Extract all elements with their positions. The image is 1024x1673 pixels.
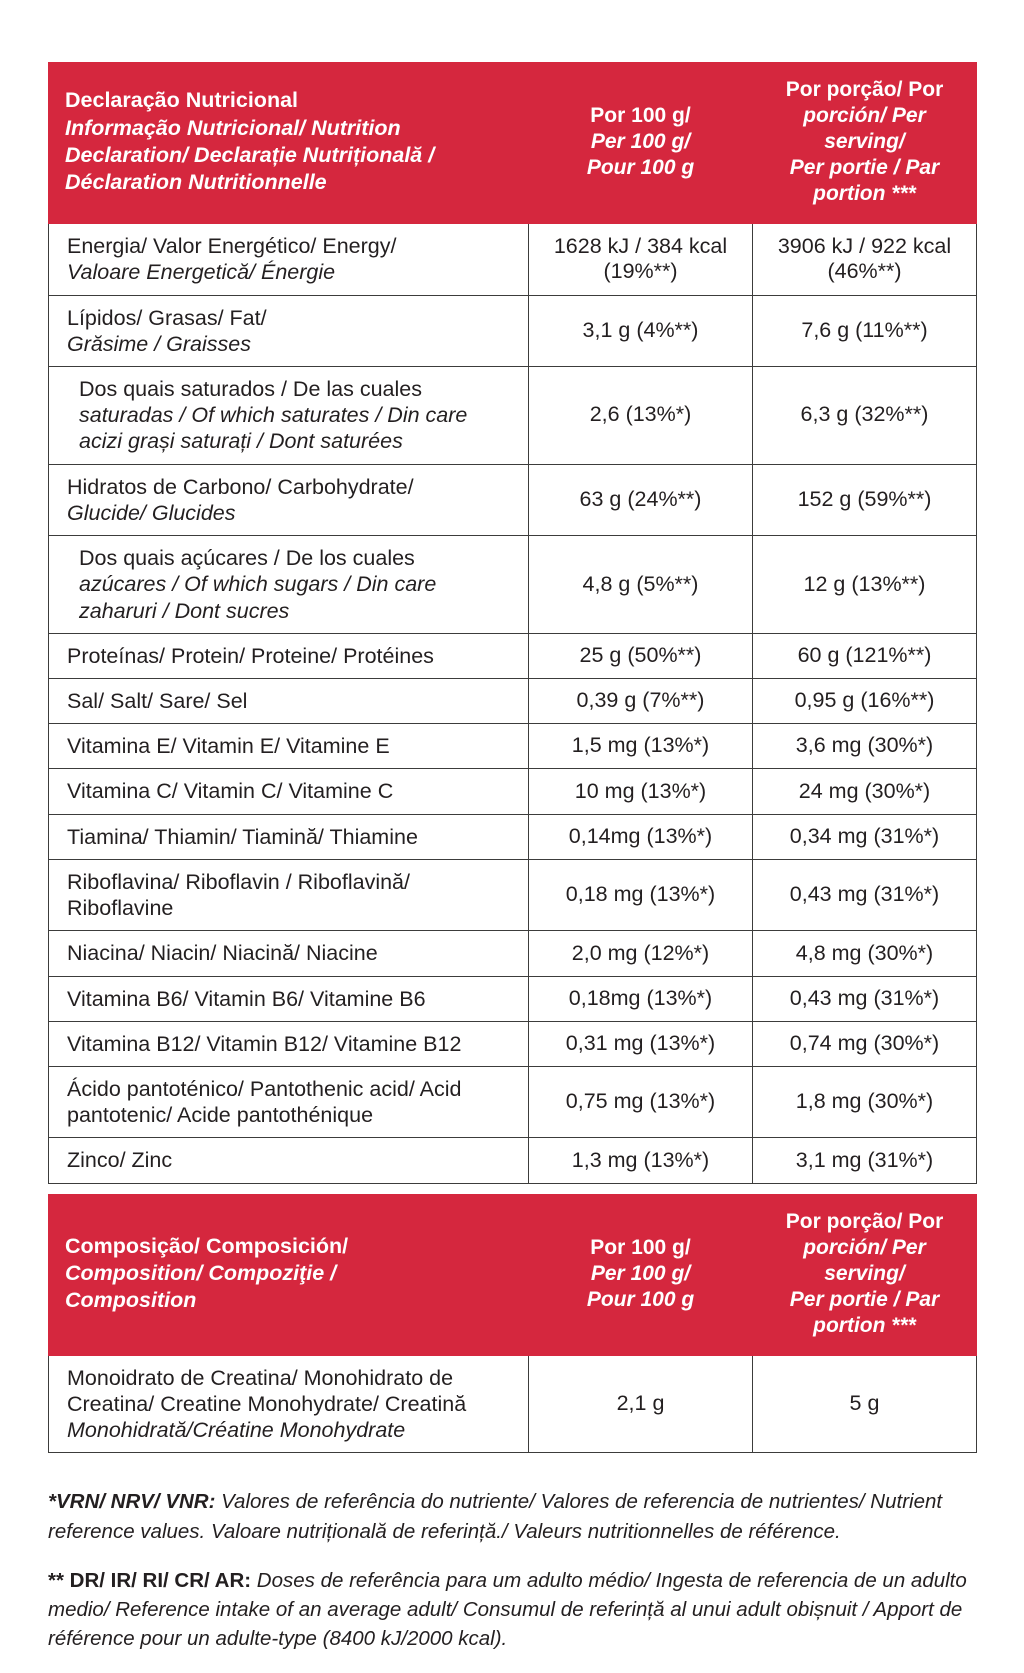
nutrient-value-per-100g: 1628 kJ / 384 kcal (19%**) [529,224,753,295]
per-100g-line-3: Pour 100 g [586,1287,695,1311]
nutrient-label-line: saturadas / Of which saturates / Din care [79,403,468,428]
nutrient-value-per-100g: 25 g (50%**) [529,633,753,678]
table-row [49,367,977,465]
table-row [49,1021,977,1066]
per-100g-line-1: Por 100 g/ [590,104,691,128]
composition-value-per-serving: 5 g [753,1355,977,1453]
footnote-ri-text: Doses de referência para um adulto médio/ Ingesta de referencia de un adulto medio/ Reference intake of an average adult/ Consumul de referință al unui adult obișnuit / Apport de référence pour un adulte-type (8400 kJ/2000 kcal). [48,1568,967,1650]
per-100g-line-2: Per 100 g/ [590,1261,691,1285]
nutrient-label [49,814,529,859]
nutrient-label-line: Energia/ Valor Energético/ Energy/ [67,234,397,259]
nutrient-label [49,679,529,724]
table-row [49,679,977,724]
composition-header-label [49,1194,529,1355]
nutrient-value-per-serving: 60 g (121%**) [753,633,977,678]
table-row [49,724,977,769]
nutrient-label-line: Riboflavina/ Riboflavin / Riboflavină/ [67,869,410,894]
nutrient-label-line: Dos quais açúcares / De los cuales [79,546,415,571]
nutrient-value-per-100g: 2,6 (13%*) [529,367,753,465]
nutrient-label-line: Vitamina C/ Vitamin C/ Vitamine C [67,779,394,804]
nutrient-value-per-100g: 1,3 mg (13%*) [529,1138,753,1183]
nutrient-value-per-serving: 0,74 mg (30%*) [753,1021,977,1066]
nutrient-value-per-100g: 0,39 g (7%**) [529,679,753,724]
nutrient-value-per-100g: 10 mg (13%*) [529,769,753,814]
table-row [49,1066,977,1137]
nutrient-value-per-serving: 0,95 g (16%**) [753,679,977,724]
nutrient-value-per-serving: 4,8 mg (30%*) [753,931,977,976]
footnote-ri-label: ** DR/ IR/ RI/ CR/ AR: [48,1568,252,1592]
table-row [49,464,977,535]
nutrition-header-label-line-4: Déclaration Nutritionnelle [65,170,327,195]
composition-label-line: Creatina/ Creatine Monohydrate/ Creatină [67,1392,467,1416]
composition-label-line: Monoidrato de Creatina/ Monohidrato de [67,1365,454,1390]
nutrient-value-per-100g: 4,8 g (5%**) [529,536,753,634]
nutrient-label [49,724,529,769]
nutrient-value-per-serving: 24 mg (30%*) [753,769,977,814]
nutrition-table-body [49,63,977,1453]
per-serving-line-3: Per portie / Par [789,1287,940,1311]
table-section-spacer [49,1183,977,1194]
nutrient-label-line: Grăsime / Graisses [67,331,251,356]
nutrient-value-per-serving: 6,3 g (32%**) [753,367,977,465]
per-serving-line-3: Per portie / Par [789,156,940,180]
nutrient-label [49,224,529,295]
per-serving-line-4: portion *** [813,182,916,206]
footnote-nrv-text: Valores de referência do nutriente/ Valores de referencia de nutrientes/ Nutrient reference values. Valoare nutrițională de referință./ Valeurs nutritionnelles de référence. [48,1490,943,1543]
nutrient-value-per-100g: 1,5 mg (13%*) [529,724,753,769]
nutrient-label-line: Valoare Energetică/ Énergie [67,260,336,285]
nutrient-label [49,295,529,366]
nutrient-label [49,976,529,1021]
composition-header-label-line-2: Composition/ Compoziţie / [65,1261,337,1286]
table-row [49,1355,977,1453]
composition-table-header-row [49,1194,977,1355]
nutrient-label [49,536,529,634]
nutrient-label [49,464,529,535]
composition-header-label-line-3: Composition [65,1288,197,1313]
nutrient-value-per-100g: 0,14mg (13%*) [529,814,753,859]
table-row [49,859,977,930]
nutrition-header-label-line-3: Declaration/ Declarație Nutrițională / [65,143,435,168]
composition-header-label-line-1: Composição/ Composición/ [65,1233,349,1258]
nutrition-header-label-line-2: Informação Nutricional/ Nutrition [65,115,401,140]
nutrient-label-line: Riboflavine [67,896,174,921]
nutrition-header-label [49,63,529,224]
nutrient-label-line: Vitamina B12/ Vitamin B12/ Vitamine B12 [67,1031,462,1056]
nutrient-value-per-100g: 63 g (24%**) [529,464,753,535]
nutrient-label [49,859,529,930]
nutrient-value-per-serving: 152 g (59%**) [753,464,977,535]
table-row [49,769,977,814]
nutrient-value-per-serving: 3906 kJ / 922 kcal (46%**) [753,224,977,295]
nutrient-value-per-100g: 0,18 mg (13%*) [529,859,753,930]
nutrient-label-line: Dos quais saturados / De las cuales [79,377,422,402]
nutrient-label-line: zaharuri / Dont sucres [79,598,290,623]
table-row [49,536,977,634]
nutrient-label-line: Glucide/ Glucides [67,500,236,525]
table-row [49,295,977,366]
nutrient-label-line: pantotenic/ Acide pantothénique [67,1103,374,1128]
nutrient-value-per-100g: 0,31 mg (13%*) [529,1021,753,1066]
composition-value-per-100g: 2,1 g [529,1355,753,1453]
footnote-nrv-label: *VRN/ NRV/ VNR: [48,1490,216,1514]
nutrient-value-per-serving: 0,34 mg (31%*) [753,814,977,859]
nutrient-value-per-100g: 2,0 mg (12%*) [529,931,753,976]
per-serving-line-1: Por porção/ Por [785,78,944,101]
per-serving-line-2: porción/ Per serving/ [803,1235,926,1285]
nutrient-label-line: acizi grași saturați / Dont saturées [79,429,403,454]
table-row [49,1138,977,1183]
nutrition-table-header-row [49,63,977,224]
nutrient-label-line: azúcares / Of which sugars / Din care [79,572,437,597]
nutrient-label [49,367,529,465]
per-100g-line-1: Por 100 g/ [590,1235,691,1259]
table-row [49,931,977,976]
nutrient-value-per-serving: 3,1 mg (31%*) [753,1138,977,1183]
nutrient-label-line: Sal/ Salt/ Sare/ Sel [67,689,248,713]
table-row [49,224,977,295]
footnote-ri [48,1566,976,1653]
table-row [49,633,977,678]
nutrient-label-line: Vitamina B6/ Vitamin B6/ Vitamine B6 [67,986,426,1011]
composition-label-line: Monohidrată/Créatine Monohydrate [67,1418,406,1443]
nutrient-value-per-100g: 0,18mg (13%*) [529,976,753,1021]
per-serving-line-2: porción/ Per serving/ [803,104,926,154]
per-serving-line-1: Por porção/ Por [785,1209,944,1233]
per-100g-line-2: Per 100 g/ [590,130,691,154]
nutrient-label-line: Lípidos/ Grasas/ Fat/ [67,305,267,330]
nutrient-label [49,931,529,976]
footnote-nrv [48,1487,976,1545]
nutrient-label-line: Vitamina E/ Vitamin E/ Vitamine E [67,734,390,759]
nutrient-value-per-serving: 0,43 mg (31%*) [753,976,977,1021]
nutrient-value-per-serving: 3,6 mg (30%*) [753,724,977,769]
nutrition-header-per-serving [753,63,977,224]
nutrient-label [49,633,529,678]
nutrient-label-line: Hidratos de Carbono/ Carbohydrate/ [67,474,414,499]
nutrition-header-label-line-1: Declaração Nutricional [65,88,299,113]
nutrient-label-line: Niacina/ Niacin/ Niacină/ Niacine [67,941,378,966]
nutrient-label-line: Zinco/ Zinc [67,1148,173,1173]
nutrient-label [49,1021,529,1066]
nutrient-label-line: Ácido pantoténico/ Pantothenic acid/ Acid [67,1076,462,1101]
nutrition-declaration-table [48,62,977,1453]
composition-label [49,1355,529,1453]
nutrient-label [49,1138,529,1183]
table-row [49,814,977,859]
nutrient-value-per-serving: 1,8 mg (30%*) [753,1066,977,1137]
nutrient-label [49,1066,529,1137]
per-serving-line-4: portion *** [813,1313,916,1337]
nutrient-value-per-100g: 0,75 mg (13%*) [529,1066,753,1137]
nutrient-value-per-serving: 7,6 g (11%**) [753,295,977,366]
nutrient-value-per-serving: 0,43 mg (31%*) [753,859,977,930]
composition-header-per-100g [529,1194,753,1355]
composition-header-per-serving [753,1194,977,1355]
footnotes [48,1487,976,1653]
nutrient-label-line: Tiamina/ Thiamin/ Tiamină/ Thiamine [67,824,418,849]
nutrient-value-per-100g: 3,1 g (4%**) [529,295,753,366]
nutrient-label [49,769,529,814]
nutrient-label-line: Proteínas/ Protein/ Proteine/ Protéines [67,643,434,668]
nutrition-header-per-100g [529,63,753,224]
table-row [49,976,977,1021]
per-100g-line-3: Pour 100 g [586,156,695,180]
nutrient-value-per-serving: 12 g (13%**) [753,536,977,634]
